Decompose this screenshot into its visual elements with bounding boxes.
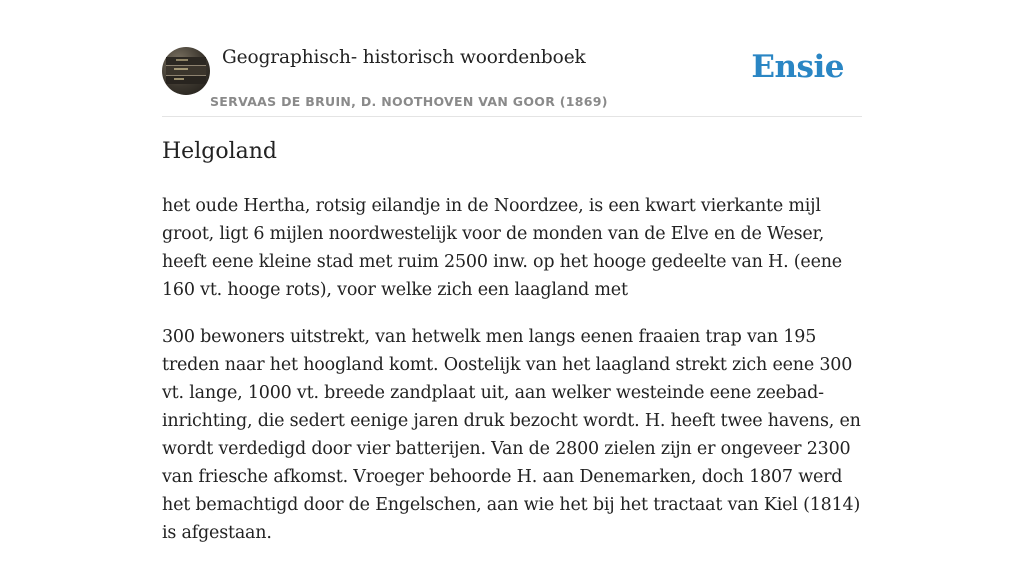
brand-logo-link[interactable]: Ensie — [751, 49, 844, 85]
book-author: SERVAAS DE BRUIN, D. NOOTHOVEN VAN GOOR (1869) — [210, 94, 608, 109]
book-title[interactable]: Geographisch- historisch woordenboek — [222, 47, 586, 68]
entry-body — [162, 192, 862, 566]
book-cover-icon[interactable] — [162, 47, 210, 95]
entry-paragraph: het oude Hertha, rotsig eilandje in de Noordzee, is een kwart vierkante mijl groot, ligt 6 mijlen noordwestelijk voor de monden van de Elve en de Weser, heeft eene kleine stad met ruim 2500 inw. op het hooge gedeelte van H. (eene 160 vt. hooge rots), voor welke zich een laagland met — [162, 196, 842, 300]
entry-paragraph: 300 bewoners uitstrekt, van hetwelk men langs eenen fraaien trap van 195 treden naar het hoogland komt. Oostelijk van het laagland strekt zich eene 300 vt. lange, 1000 vt. breede zandplaat uit, aan welker westeinde eene zeebad-inrichting, die sedert eenige jaren druk bezocht wordt. H. heeft twee havens, en wordt verdedigd door vier batterijen. Van de 2800 zielen zijn er ongeveer 2300 van friesche afkomst. Vroeger behoorde H. aan Denemarken, doch 1807 werd het bemachtigd door de Engelschen, aan wie het bij het tractaat van Kiel (1814) is afgestaan. — [162, 327, 861, 543]
book-header — [162, 44, 862, 117]
entry-title: Helgoland — [162, 139, 277, 164]
